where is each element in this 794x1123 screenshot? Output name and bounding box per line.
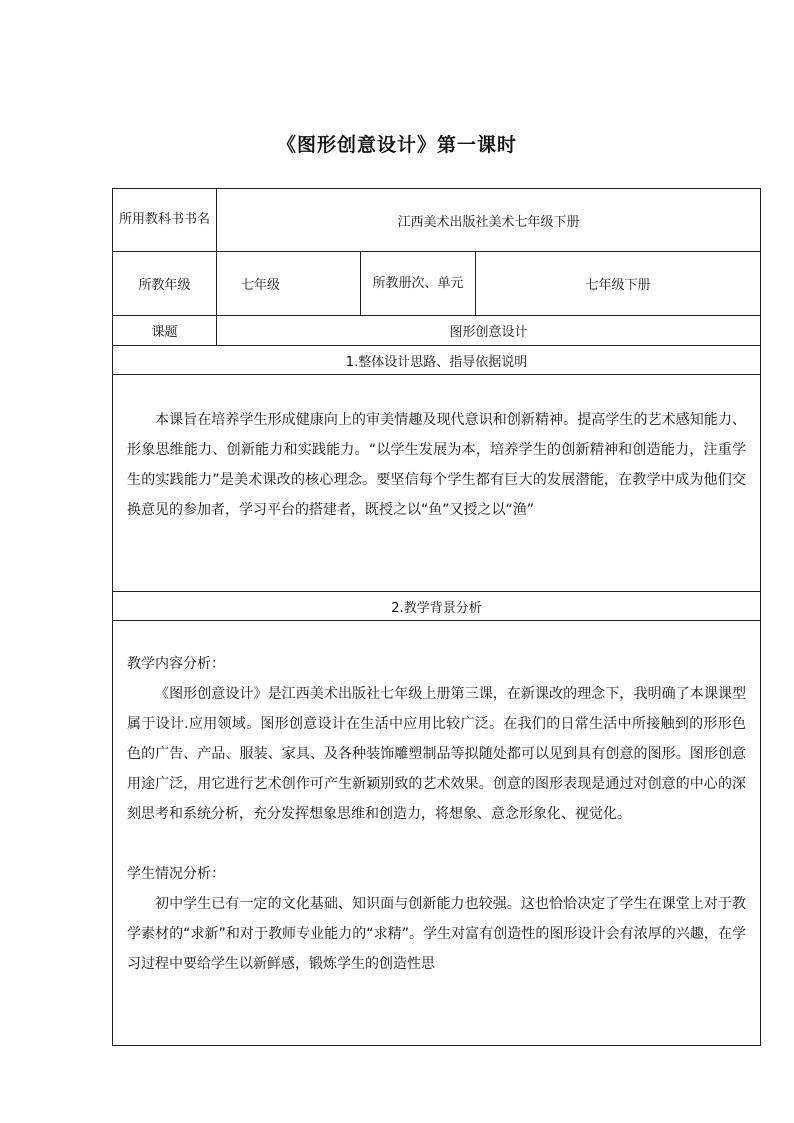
section1-paragraph: 本课旨在培养学生形成健康向上的审美情趣及现代意识和创新精神。提高学生的艺术感知能力、形象思维能力、创新能力和实践能力。“以学生发展为本，培养学生的创新精神和创造能力，注重学生的实践能力”是美术课改的核心理念。要坚信每个学生都有巨大的发展潜能，在教学中成为他们交换意见的参加者，学习平台的搭建者，既授之以“鱼”又授之以“渔” — [127, 412, 747, 518]
section1-body — [113, 375, 761, 592]
topic-value: 图形创意设计 — [217, 316, 761, 346]
section2-heading-row — [113, 592, 761, 621]
unit-label: 所教册次、单元 — [361, 252, 476, 316]
grade-label: 所教年级 — [113, 252, 217, 316]
section2-heading: 2.教学背景分析 — [113, 592, 761, 621]
grade-row — [113, 252, 761, 316]
grade-value: 七年级 — [217, 252, 361, 316]
textbook-label: 所用教科书书名 — [113, 189, 217, 252]
section2-body — [113, 621, 761, 1046]
student-analysis-paragraph: 初中学生已有一定的文化基础、知识面与创新能力也较强。这也恰恰决定了学生在课堂上对于教学素材的“求新”和对于教师专业能力的“求精”。学生对富有创造性的图形设计会有浓厚的兴趣，在学习过程中要给学生以新鲜感，锻炼学生的创造性思 — [127, 896, 747, 972]
student-analysis-title: 学生情况分析： — [127, 866, 225, 882]
section1-heading: 1.整体设计思路、指导依据说明 — [113, 346, 761, 375]
section1-body-row — [113, 375, 761, 592]
page-title: 《图形创意设计》第一课时 — [276, 134, 517, 156]
section1-heading-row — [113, 346, 761, 375]
lesson-plan-table — [112, 188, 761, 1046]
content-analysis-title: 教学内容分析： — [127, 656, 225, 672]
unit-value: 七年级下册 — [476, 252, 761, 316]
textbook-row — [113, 189, 761, 252]
topic-label: 课题 — [113, 316, 217, 346]
textbook-value: 江西美术出版社美术七年级下册 — [217, 189, 761, 252]
topic-row — [113, 316, 761, 346]
section2-body-row — [113, 621, 761, 1046]
content-analysis-paragraph: 《图形创意设计》是江西美术出版社七年级上册第三课，在新课改的理念下，我明确了本课课型属于设计.应用领域。图形创意设计在生活中应用比较广泛。在我们的日常生活中所接触到的形形色色的广告、产品、服装、家具、及各种装饰雕塑制品等拟随处都可以见到具有创意的图形。图形创意用途广泛，用它进行艺术创作可产生新颖别致的艺术效果。创意的图形表现是通过对创意的中心的深刻思考和系统分析，充分发挥想象思维和创造力，将想象、意念形象化、视觉化。 — [127, 686, 747, 822]
